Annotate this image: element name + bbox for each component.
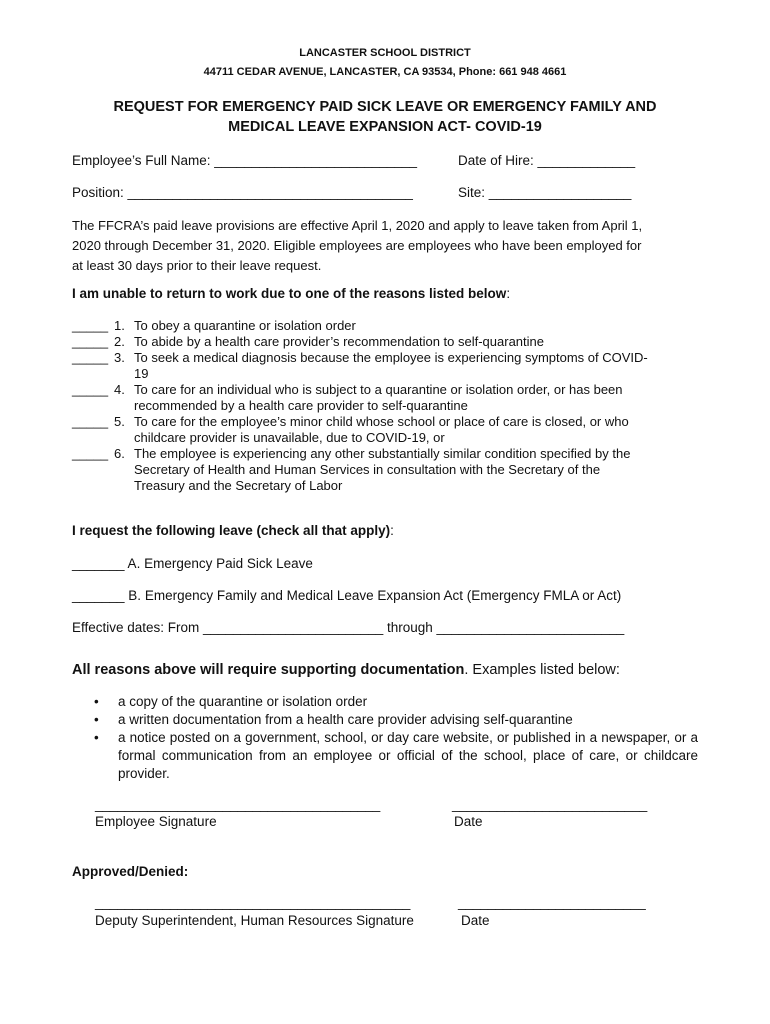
documentation-heading-suffix: . Examples listed below: <box>464 662 620 678</box>
employee-name-field: Employee’s Full Name: ___________________________ <box>72 153 418 168</box>
district-name: LANCASTER SCHOOL DISTRICT <box>299 47 471 59</box>
reason-text: To obey a quarantine or isolation order <box>134 318 356 333</box>
employee-signature-line: ______________________________________ <box>95 797 381 812</box>
reason-item <box>72 382 654 414</box>
reasons-list <box>72 318 654 494</box>
leave-heading <box>72 523 394 538</box>
example-item: • a written documentation from a health care provider advising self-quarantine <box>72 711 698 729</box>
reason-number: 4. <box>114 382 125 397</box>
reason-number: 2. <box>114 334 125 349</box>
leave-heading-colon: : <box>390 523 394 538</box>
reason-number: 5. <box>114 414 125 429</box>
reason-item <box>72 446 654 494</box>
example-item: • a copy of the quarantine or isolation order <box>72 693 698 711</box>
employee-date-label: Date <box>454 814 483 829</box>
reason-blank: _____ <box>72 350 109 365</box>
reason-item <box>72 318 654 334</box>
reason-text: To care for an individual who is subject to a quarantine or isolation order, or has been recommended by a health care provider to self-quarantine <box>134 382 623 413</box>
date-of-hire-field: Date of Hire: _____________ <box>458 153 636 168</box>
reason-number: 1. <box>114 318 125 333</box>
leave-option-b: _______ B. Emergency Family and Medical Leave Expansion Act (Emergency FMLA or Act) <box>72 588 622 603</box>
reason-blank: _____ <box>72 318 109 333</box>
approved-denied-label: Approved/Denied: <box>72 864 189 879</box>
reason-text: To abide by a health care provider’s recommendation to self-quarantine <box>134 334 544 349</box>
reason-number: 3. <box>114 350 125 365</box>
documentation-heading <box>72 662 620 678</box>
district-address: 44711 CEDAR AVENUE, LANCASTER, CA 93534, Phone: 661 948 4661 <box>203 66 567 78</box>
leave-heading-text: I request the following leave (check all that apply) <box>72 523 391 538</box>
reason-item <box>72 414 654 446</box>
reasons-heading-colon: : <box>506 286 511 301</box>
reasons-heading-text: I am unable to return to work due to one of the reasons listed below <box>72 286 507 301</box>
deputy-date-label: Date <box>461 913 490 928</box>
deputy-date-line: _________________________ <box>458 895 646 910</box>
reason-text: To care for the employee’s minor child whose school or place of care is closed, or who childcare provider is unavailable, due to COVID-19, or <box>134 414 629 445</box>
employee-signature-label: Employee Signature <box>95 814 217 829</box>
reason-blank: _____ <box>72 446 109 461</box>
intro-paragraph <box>72 216 712 276</box>
reason-number: 6. <box>114 446 125 461</box>
reasons-heading <box>72 286 510 301</box>
site-field: Site: ___________________ <box>458 185 632 200</box>
deputy-signature-label: Deputy Superintendent, Human Resources Signature <box>95 913 414 928</box>
intro-line-3: at least 30 days prior to their leave request. <box>72 258 322 273</box>
form-title-line-1: REQUEST FOR EMERGENCY PAID SICK LEAVE OR EMERGENCY FAMILY AND <box>113 99 657 115</box>
documentation-heading-text: All reasons above will require supporting documentation <box>72 662 465 678</box>
employee-date-line: __________________________ <box>452 797 648 812</box>
effective-dates-field: Effective dates: From ________________________ through _________________________ <box>72 620 625 635</box>
example-item: • a notice posted on a government, school, or day care website, or published in a newspaper, or a formal communication from an employee or official of the school, place of care, or childcare provider. <box>72 729 698 783</box>
reason-blank: _____ <box>72 382 109 397</box>
form-title-line-2: MEDICAL LEAVE EXPANSION ACT- COVID-19 <box>228 119 542 135</box>
reason-text: To seek a medical diagnosis because the employee is experiencing symptoms of COVID-19 <box>134 350 648 381</box>
intro-line-1: The FFCRA’s paid leave provisions are effective April 1, 2020 and apply to leave taken from April 1, <box>72 218 643 233</box>
reason-item <box>72 334 654 350</box>
leave-option-a: _______ A. Emergency Paid Sick Leave <box>72 556 313 571</box>
reason-item <box>72 350 654 382</box>
deputy-signature-line: __________________________________________ <box>95 895 411 910</box>
position-field: Position: ______________________________________ <box>72 185 413 200</box>
documentation-examples <box>72 693 698 783</box>
reason-blank: _____ <box>72 414 109 429</box>
reason-text: The employee is experiencing any other substantially similar condition specified by the Secretary of Health and Human Services in consultation with the Secretary of the Treasury and the Secretary of Labor <box>134 446 631 493</box>
reason-blank: _____ <box>72 334 109 349</box>
intro-line-2: 2020 through December 31, 2020. Eligible employees are employees who have been employed for <box>72 238 642 253</box>
